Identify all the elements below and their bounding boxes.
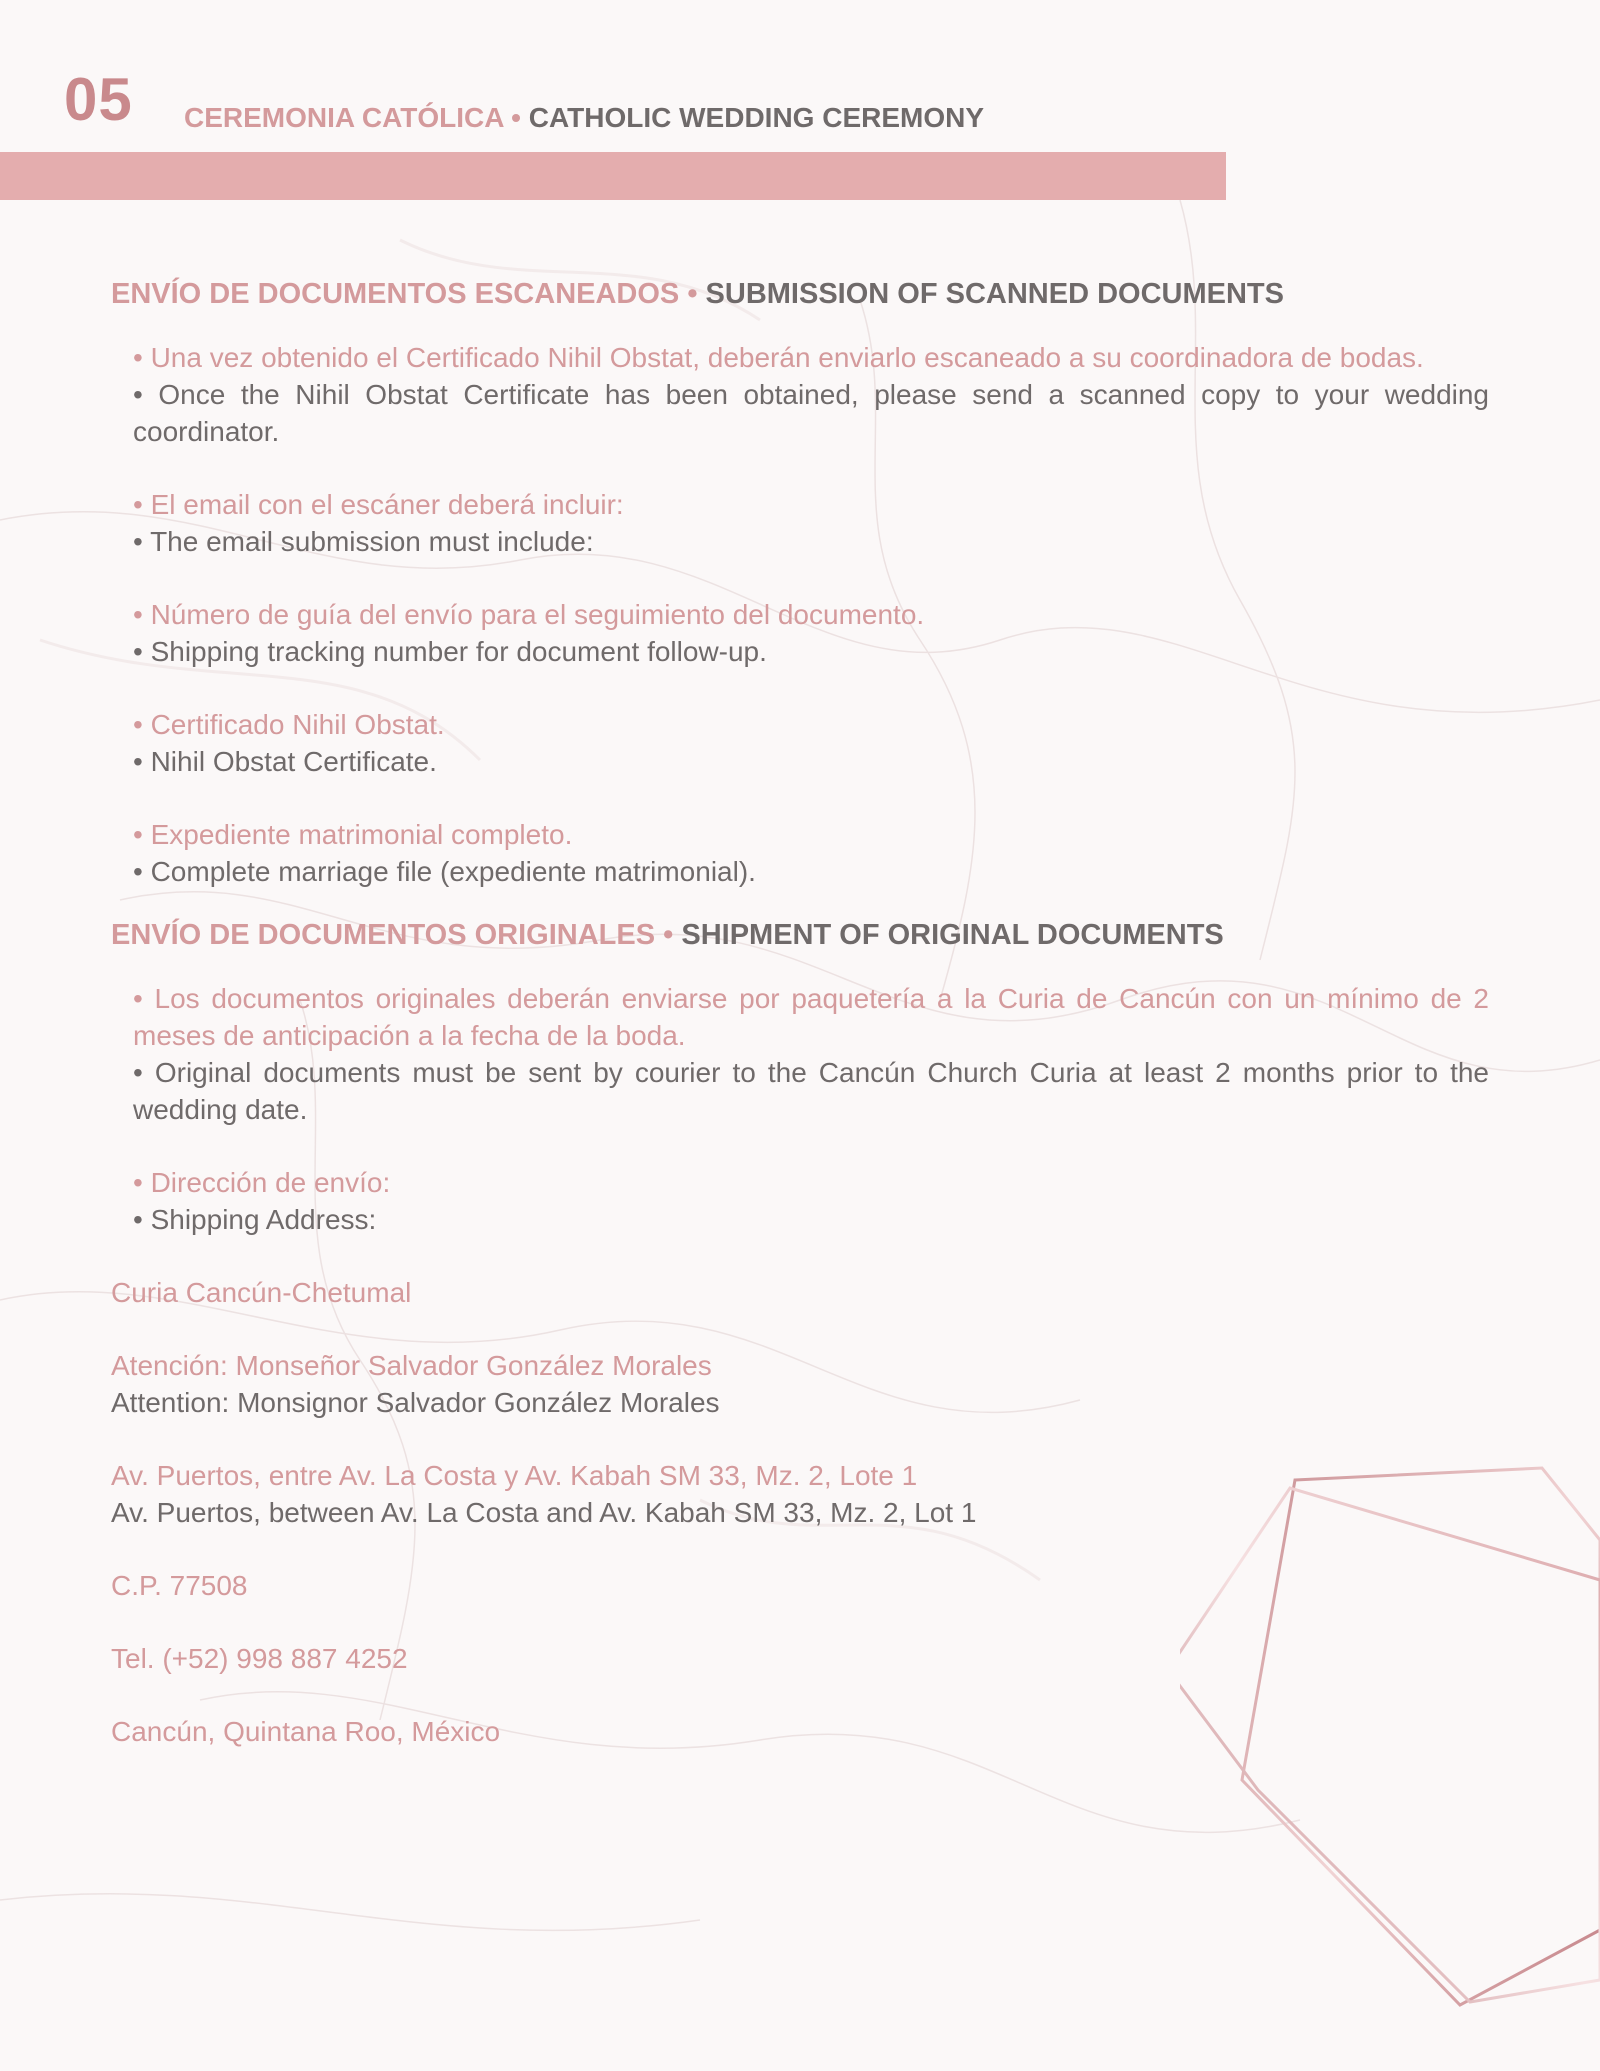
geometric-hexagon-decoration [1180, 1460, 1600, 2020]
address-label-es: • Dirección de envío: [133, 1167, 391, 1198]
header-title-en: CATHOLIC WEDDING CEREMONY [528, 102, 985, 133]
tracking-en: • Shipping tracking number for document follow-up. [133, 636, 767, 667]
certificate-es: • Certificado Nihil Obstat. [133, 709, 445, 740]
section-separator: • [663, 919, 674, 951]
section-separator: • [687, 278, 698, 310]
section-title-en: SHIPMENT OF ORIGINAL DOCUMENTS [681, 919, 1224, 951]
address-label-en: • Shipping Address: [133, 1204, 377, 1235]
address-name: Curia Cancún-Chetumal [111, 1277, 412, 1308]
header-bar [0, 152, 1226, 200]
tracking-es: • Número de guía del envío para el seguimiento del documento. [133, 599, 925, 630]
certificate-en: • Nihil Obstat Certificate. [133, 746, 437, 777]
page-header-title [184, 101, 984, 135]
header-title-es: CEREMONIA CATÓLICA [184, 102, 504, 133]
email-include-en: • The email submission must include: [133, 526, 594, 557]
scanned-intro-en: • Once the Nihil Obstat Certificate has been obtained, please send a scanned copy to your wedding coordinator. [133, 379, 1489, 447]
section-title-originals [111, 909, 1489, 961]
scanned-intro-es: • Una vez obtenido el Certificado Nihil Obstat, deberán enviarlo escaneado a su coordinadora de bodas. [133, 342, 1424, 373]
section-title-es: ENVÍO DE DOCUMENTOS ESCANEADOS [111, 278, 680, 310]
street-es: Av. Puertos, entre Av. La Costa y Av. Kabah SM 33, Mz. 2, Lote 1 [111, 1460, 918, 1491]
attention-en: Attention: Monsignor Salvador González Morales [111, 1387, 720, 1418]
originals-intro-es: • Los documentos originales deberán enviarse por paquetería a la Curia de Cancún con un mínimo de 2 meses de anticipación a la fecha de la boda. [133, 983, 1489, 1051]
section-title-en: SUBMISSION OF SCANNED DOCUMENTS [705, 278, 1284, 310]
marriage-file-es: • Expediente matrimonial completo. [133, 819, 573, 850]
marriage-file-en: • Complete marriage file (expediente matrimonial). [133, 856, 756, 887]
street-en: Av. Puertos, between Av. La Costa and Av. Kabah SM 33, Mz. 2, Lot 1 [111, 1497, 977, 1528]
header-separator: • [511, 102, 521, 133]
section-title-es: ENVÍO DE DOCUMENTOS ORIGINALES [111, 919, 656, 951]
city-address: Cancún, Quintana Roo, México [111, 1716, 501, 1747]
page-number: 05 [64, 66, 133, 133]
attention-es: Atención: Monseñor Salvador González Morales [111, 1350, 712, 1381]
originals-intro-en: • Original documents must be sent by courier to the Cancún Church Curia at least 2 months prior to the wedding date. [133, 1057, 1489, 1125]
phone-number: Tel. (+52) 998 887 4252 [111, 1643, 408, 1674]
email-include-es: • El email con el escáner deberá incluir: [133, 489, 624, 520]
section-title-scanned [111, 268, 1489, 320]
postal-code: C.P. 77508 [111, 1570, 248, 1601]
